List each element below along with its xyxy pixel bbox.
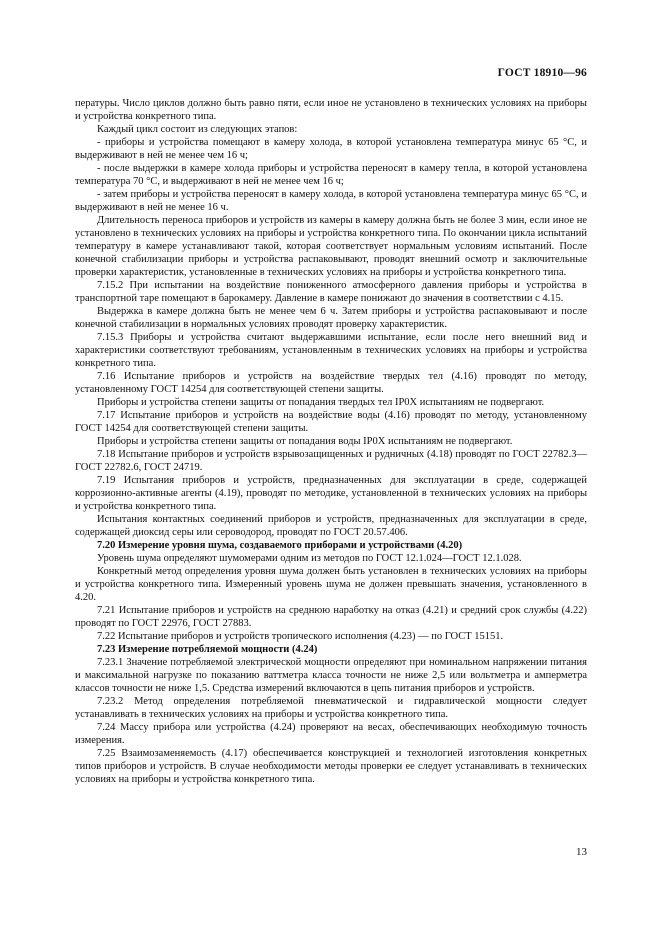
paragraph: - затем приборы и устройства переносят в камеру холода, в которой установлена температура минус 65 °С, и выдерживают в ней не менее 16 ч. bbox=[75, 189, 587, 213]
section-heading: 7.23 Измерение потребляемой мощности (4.24) bbox=[97, 644, 318, 655]
paragraph: 7.23.1 Значение потребляемой электрической мощности определяют при номинальном напряжении питания и максимальной нагрузке по показанию ваттметра класса точности не ниже 2,5 или вольтметра и амперметра классов точности не ниже 1,5. Средства измерений включаются в цепь питания приборов и устройств. bbox=[75, 657, 587, 694]
paragraph: 7.23.2 Метод определения потребляемой пневматической и гидравлической мощности следует устанавливать в технических условиях на приборы и устройства конкретного типа. bbox=[75, 696, 587, 720]
paragraph: Уровень шума определяют шумомерами одним из методов по ГОСТ 12.1.024—ГОСТ 12.1.028. bbox=[97, 553, 522, 564]
paragraph: 7.18 Испытание приборов и устройств взрывозащищенных и рудничных (4.18) проводят по ГОСТ 22782.3—ГОСТ 22782.6, ГОСТ 24719. bbox=[75, 449, 587, 473]
document-body bbox=[75, 97, 587, 786]
paragraph: 7.15.3 Приборы и устройства считают выдержавшими испытание, если после него внешний вид и характеристики соответствуют требованиям, установленным в технических условиях на приборы и устройства конкретного типа. bbox=[75, 332, 587, 369]
paragraph: 7.22 Испытание приборов и устройств тропического исполнения (4.23) — по ГОСТ 15151. bbox=[97, 631, 504, 642]
page-number: 13 bbox=[576, 846, 587, 858]
paragraph: - после выдержки в камере холода приборы и устройства переносят в камеру тепла, в которой установлена температура 70 °С, и выдерживают в ней не менее чем 16 ч; bbox=[75, 163, 587, 187]
paragraph: Приборы и устройства степени защиты от попадания твердых тел IP0X испытаниям не подвергают. bbox=[97, 397, 545, 408]
paragraph: Испытания контактных соединений приборов и устройств, предназначенных для эксплуатации в среде, содержащей диоксид серы или сероводород, проводят по ГОСТ 20.57.406. bbox=[75, 514, 587, 538]
paragraph: Длительность переноса приборов и устройств из камеры в камеру должна быть не более 3 мин, если иное не установлено в технических условиях на приборы и устройства конкретного типа. По окончании цикла испытаний температуру в камере устанавливают такой, которая соответствует нормальным условиям испытаний. После конечной стабилизации приборы и устройства распаковывают, проводят внешний осмотр и заключительные проверки характеристик, установленные в технических условиях на приборы и устройства конкретного типа. bbox=[75, 215, 587, 278]
paragraph: 7.15.2 При испытании на воздействие пониженного атмосферного давления приборы и устройства в транспортной таре помещают в барокамеру. Давление в камере понижают до значения в соответствии с 4.15. bbox=[75, 280, 587, 304]
paragraph: Выдержка в камере должна быть не менее чем 6 ч. Затем приборы и устройства распаковывают и после конечной стабилизации в нормальных условиях проводят проверку характеристик. bbox=[75, 306, 587, 330]
document-header: ГОСТ 18910—96 bbox=[497, 67, 587, 79]
paragraph: 7.16 Испытание приборов и устройств на воздействие твердых тел (4.16) проводят по методу, установленному ГОСТ 14254 для соответствующей степени защиты. bbox=[75, 371, 587, 395]
paragraph: Конкретный метод определения уровня шума должен быть установлен в технических условиях на приборы и устройства конкретного типа. Измеренный уровень шума не должен превышать значения, установленного в 4.20. bbox=[75, 566, 587, 603]
paragraph: 7.17 Испытание приборов и устройств на воздействие воды (4.16) проводят по методу, установленному ГОСТ 14254 для соответствующей степени защиты. bbox=[75, 410, 587, 434]
paragraph: - приборы и устройства помещают в камеру холода, в которой установлена температура минус 65 °С, и выдерживают в ней не менее чем 16 ч; bbox=[75, 137, 587, 161]
paragraph: Каждый цикл состоит из следующих этапов: bbox=[97, 124, 298, 135]
paragraph: 7.19 Испытания приборов и устройств, предназначенных для эксплуатации в среде, содержащей коррозионно-активные агенты (4.19), проводят по методике, установленной в технических условиях на приборы и устройства конкретного типа. bbox=[75, 475, 587, 512]
paragraph: пературы. Число циклов должно быть равно пяти, если иное не установлено в технических условиях на приборы и устройства конкретного типа. bbox=[75, 98, 587, 122]
paragraph: 7.21 Испытание приборов и устройств на среднюю наработку на отказ (4.21) и средний срок службы (4.22) проводят по ГОСТ 22976, ГОСТ 27883. bbox=[75, 605, 587, 629]
paragraph: Приборы и устройства степени защиты от попадания воды IP0X испытаниям не подвергают. bbox=[97, 436, 513, 447]
section-heading: 7.20 Измерение уровня шума, создаваемого приборами и устройствами (4.20) bbox=[97, 540, 463, 551]
paragraph: 7.25 Взаимозаменяемость (4.17) обеспечивается конструкцией и технологией изготовления конкретных типов приборов и устройств. В случае необходимости методы проверки ее следует устанавливать в технических условиях на приборы и устройства конкретного типа. bbox=[75, 748, 587, 785]
paragraph: 7.24 Массу прибора или устройства (4.24) проверяют на весах, обеспечивающих необходимую точность измерения. bbox=[75, 722, 587, 746]
